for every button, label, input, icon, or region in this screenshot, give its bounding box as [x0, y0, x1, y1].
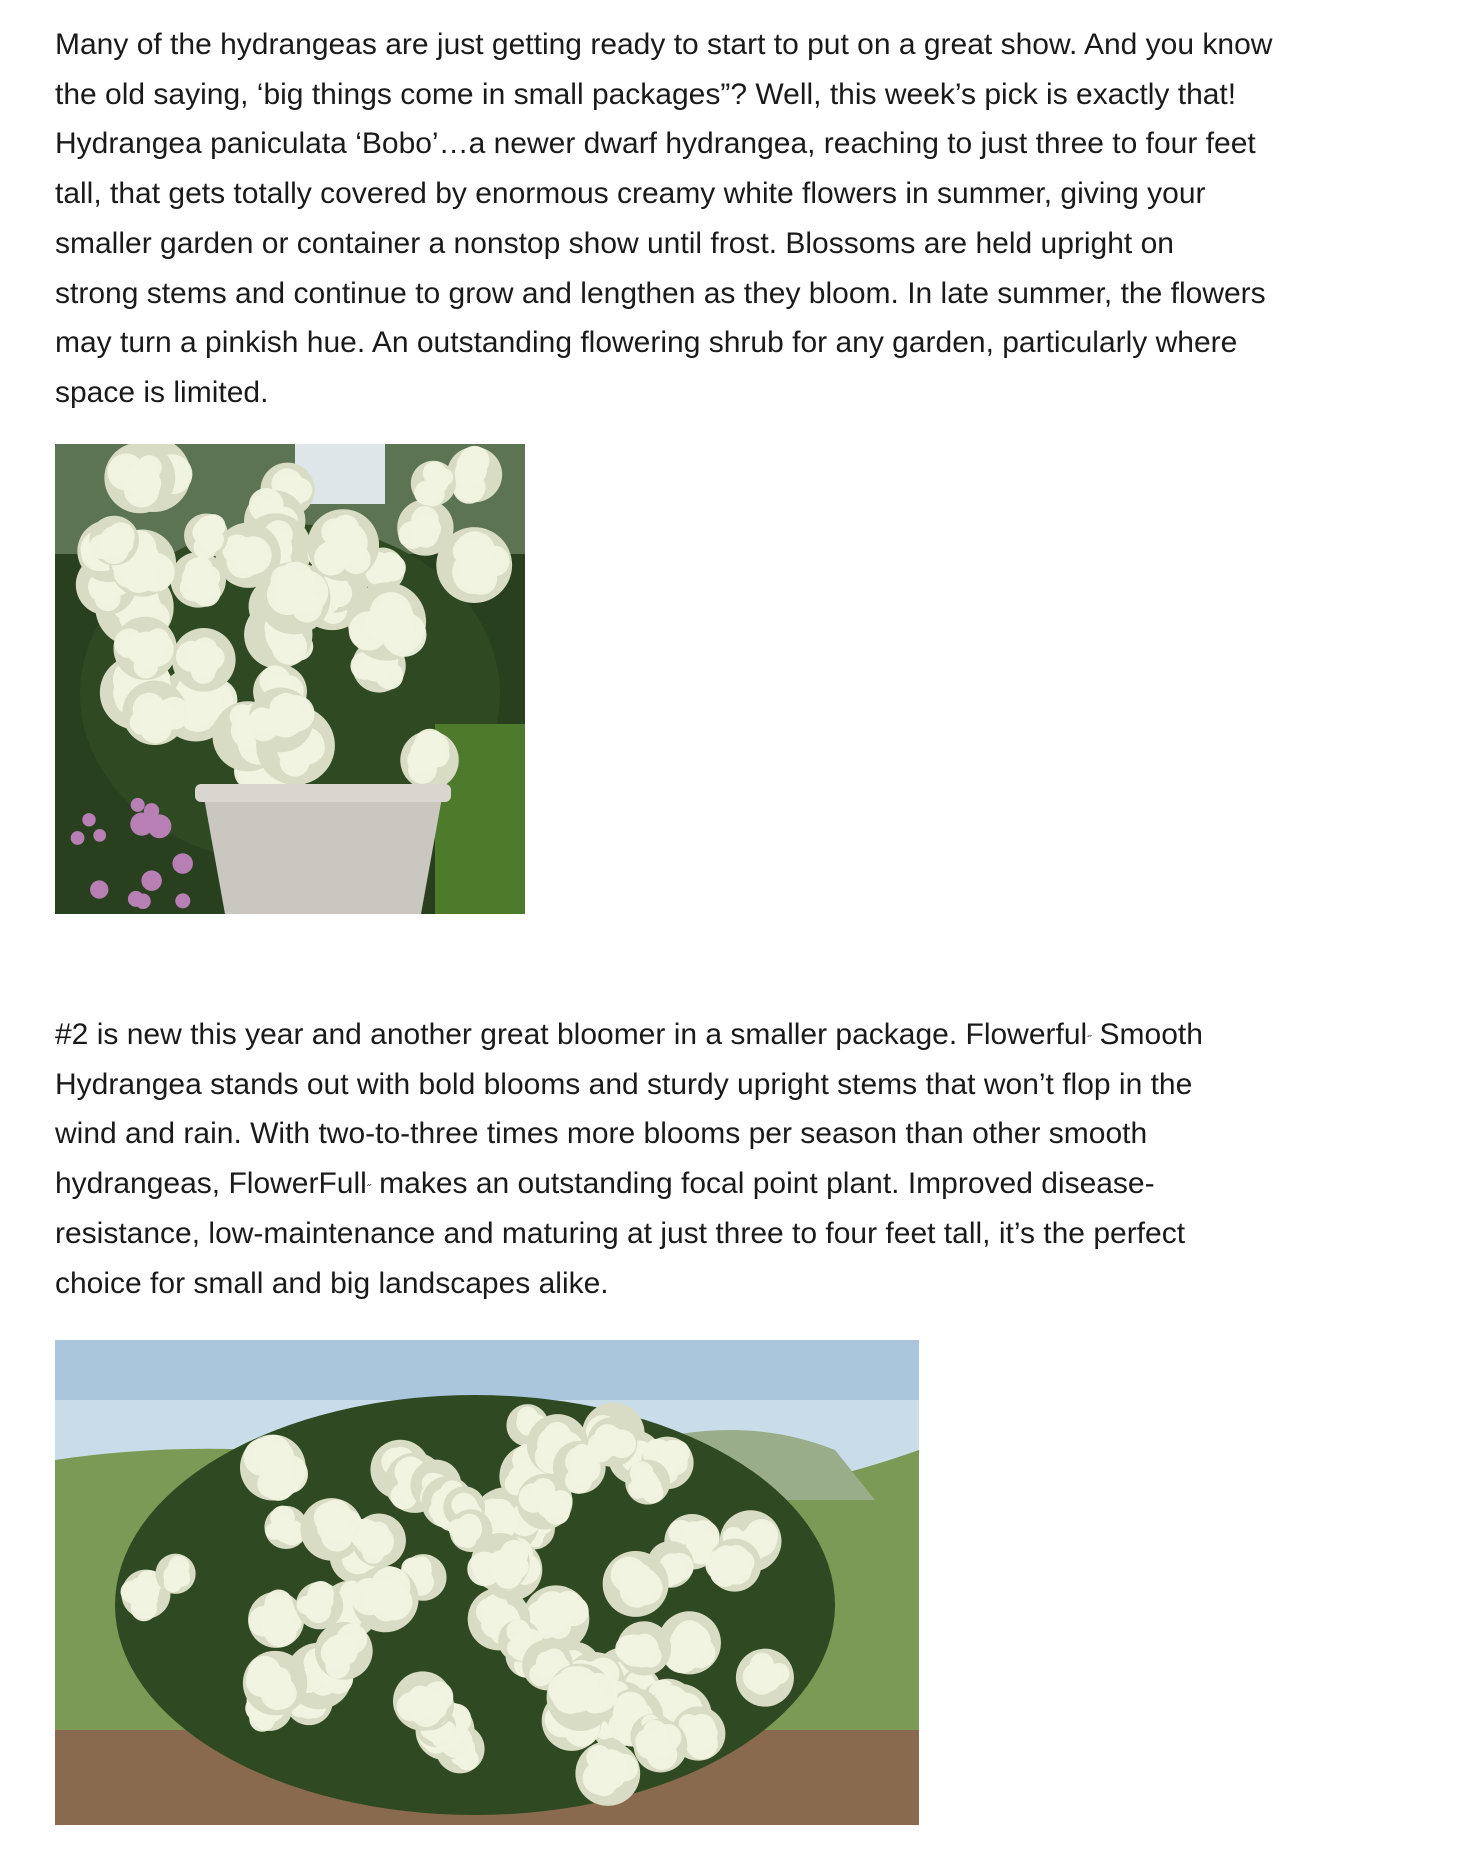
- floret: [705, 1549, 736, 1580]
- floret: [341, 545, 370, 574]
- floret: [376, 662, 404, 690]
- floret: [459, 1518, 482, 1541]
- floret: [548, 1673, 581, 1706]
- floret: [468, 448, 489, 469]
- floret: [410, 1685, 431, 1706]
- floret: [421, 482, 445, 506]
- floret: [683, 1521, 704, 1542]
- pink-flower: [175, 893, 190, 908]
- floret: [269, 1443, 294, 1468]
- floret: [275, 1522, 296, 1543]
- floret: [199, 645, 224, 670]
- planter-pot: [203, 792, 443, 914]
- paragraph-line: Many of the hydrangeas are just getting ready to start to put on a great show. And you know: [55, 28, 1273, 61]
- paragraph-line: tall, that gets totally covered by enormous creamy white flowers in summer, giving your: [55, 177, 1206, 211]
- floret: [168, 1556, 189, 1577]
- floret: [622, 1563, 653, 1594]
- floret: [582, 1687, 609, 1714]
- paragraph-line: space is limited.: [55, 375, 269, 409]
- pink-flower: [71, 831, 85, 845]
- paragraph-text: makes an outstanding focal point plant. Improved disease-: [370, 1167, 1155, 1201]
- floret: [363, 1526, 394, 1557]
- floret: [238, 541, 264, 567]
- pink-flower: [90, 880, 108, 898]
- pink-flower: [131, 798, 145, 812]
- paragraph-line: Hydrangea paniculata ‘Bobo’…a newer dwarf hydrangea, reaching to just three to four feet: [55, 127, 1256, 161]
- paragraph-text: hydrangeas, FlowerFull: [55, 1167, 367, 1201]
- trademark-mark: ˝: [1087, 1033, 1092, 1047]
- floret: [414, 729, 445, 760]
- floret: [517, 1407, 538, 1428]
- floret: [89, 535, 114, 560]
- floret: [133, 1587, 156, 1610]
- floret: [308, 1581, 334, 1607]
- floret: [274, 581, 302, 609]
- floret: [529, 1663, 552, 1686]
- pink-flower: [128, 891, 144, 907]
- floret: [371, 600, 415, 644]
- flowerfull-hydrangea-image: [55, 1340, 919, 1825]
- trademark-mark: ˝: [366, 1182, 371, 1197]
- floret: [107, 453, 144, 490]
- bobo-hydrangea-photo: [55, 444, 525, 914]
- paragraph-text: #2 is new this year and another great bloomer in a smaller package. Flowerful: [55, 1018, 1088, 1051]
- floret: [506, 1619, 530, 1643]
- floret: [130, 711, 154, 735]
- paragraph-line: wind and rain. With two-to-three times more blooms per season than other smooth: [55, 1117, 1148, 1151]
- floret: [636, 1731, 664, 1759]
- paragraph-line: Hydrangea stands out with bold blooms and sturdy upright stems that won’t flop in the: [55, 1067, 1193, 1101]
- floret: [134, 654, 159, 679]
- pink-flower: [82, 813, 95, 826]
- floret: [595, 1424, 621, 1450]
- floret: [619, 1634, 651, 1666]
- paragraph-flowerfull-hydrangea: [55, 1010, 1445, 1308]
- floret: [267, 700, 304, 737]
- floret: [631, 1476, 648, 1493]
- floret: [373, 1590, 396, 1613]
- floret: [424, 464, 442, 482]
- paragraph-line: choice for small and big landscapes alike.: [55, 1266, 609, 1300]
- floret: [184, 558, 211, 585]
- pink-flower: [172, 853, 192, 873]
- floret: [325, 1636, 356, 1667]
- pink-flower: [141, 870, 161, 890]
- floret: [488, 1550, 516, 1578]
- floret: [590, 1753, 627, 1790]
- floret: [262, 1613, 291, 1642]
- paragraph-line: may turn a pinkish hue. An outstanding flowering shrub for any garden, particularly where: [55, 326, 1238, 360]
- floret: [319, 1500, 352, 1533]
- floret: [416, 524, 436, 544]
- floret: [194, 536, 217, 559]
- paragraph-line: [55, 1159, 1445, 1209]
- paragraph-bobo-hydrangea: [55, 20, 1445, 418]
- paragraph-text: Smooth: [1091, 1018, 1203, 1051]
- floret: [553, 1591, 583, 1621]
- pink-flower: [148, 814, 172, 838]
- planter-rim: [195, 784, 451, 802]
- floret: [452, 550, 496, 594]
- paragraph-line: resistance, low-maintenance and maturing at just three to four feet tall, it’s the perfect: [55, 1216, 1186, 1250]
- bobo-hydrangea-image: [55, 444, 525, 914]
- floret: [246, 1662, 279, 1695]
- floret: [747, 1666, 776, 1695]
- upper-sky: [55, 1340, 919, 1400]
- flowerfull-hydrangea-photo: [55, 1340, 919, 1825]
- paragraph-line: smaller garden or container a nonstop show until frost. Blossoms are held upright on: [55, 226, 1174, 260]
- floret: [676, 1624, 711, 1659]
- pink-flower: [93, 829, 106, 842]
- paragraph-line: strong stems and continue to grow and lengthen as they bloom. In late summer, the flowers: [55, 276, 1266, 310]
- paragraph-line: [55, 1010, 1445, 1060]
- floret: [537, 1489, 559, 1511]
- paragraph-line: the old saying, ‘big things come in small packages”? Well, this week’s pick is exactly that!: [55, 77, 1237, 111]
